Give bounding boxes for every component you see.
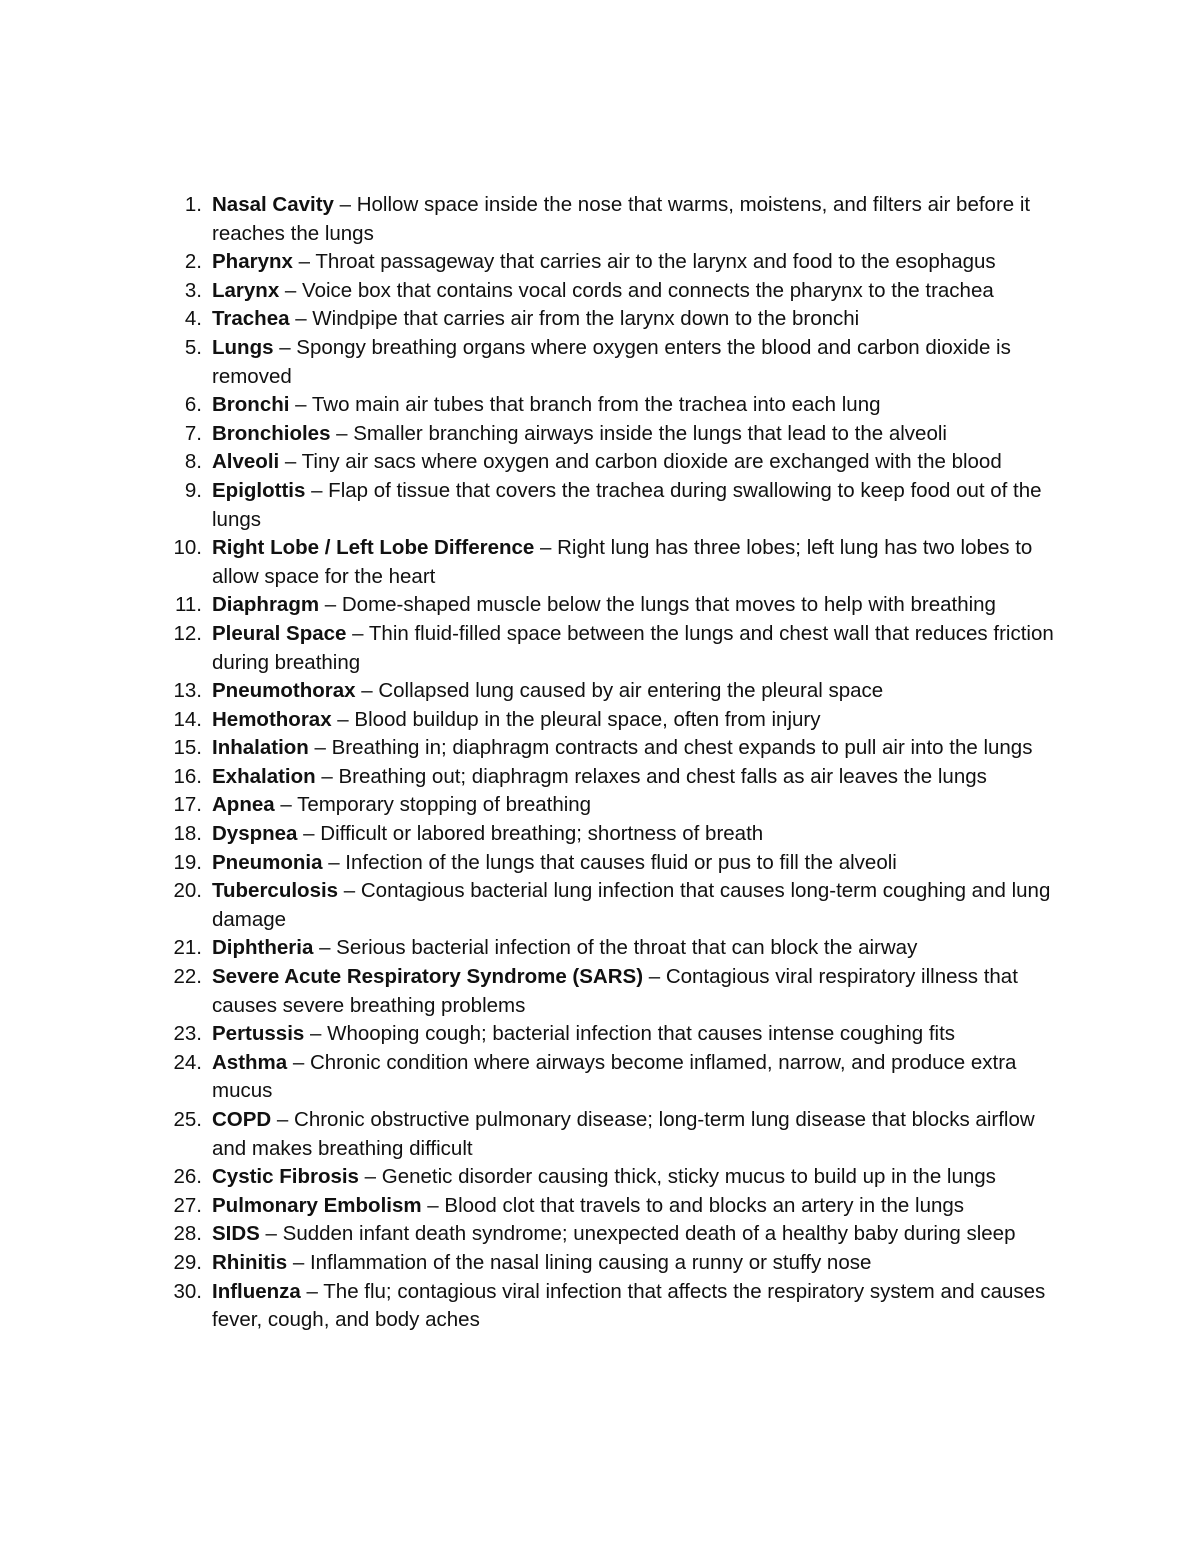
term-name: Diphtheria bbox=[212, 936, 314, 960]
list-item bbox=[0, 877, 1062, 934]
term-name: Pleural Space bbox=[212, 621, 347, 645]
term-definition: – Right lung has three lobes; left lung has two lobes to allow space for the heart bbox=[212, 536, 1033, 588]
list-item bbox=[0, 420, 1062, 449]
item-number: 9. bbox=[184, 478, 202, 502]
list-item bbox=[0, 1220, 1062, 1249]
term-definition: – The flu; contagious viral infection that affects the respiratory system and causes fever, cough, and body aches bbox=[212, 1279, 1046, 1332]
list-item bbox=[0, 1049, 1062, 1106]
item-number: 23. bbox=[173, 1022, 202, 1046]
term-name: Asthma bbox=[212, 1050, 288, 1074]
term-definition: – Windpipe that carries air from the larynx down to the bronchi bbox=[289, 307, 860, 331]
term-definition: – Whooping cough; bacterial infection that causes intense coughing fits bbox=[304, 1022, 956, 1046]
list-item bbox=[0, 191, 1062, 248]
item-number: 12. bbox=[173, 621, 202, 645]
item-number: 30. bbox=[173, 1279, 202, 1303]
item-number: 4. bbox=[184, 307, 202, 331]
list-item bbox=[0, 248, 1062, 277]
term-definition: – Flap of tissue that covers the trachea during swallowing to keep food out of the lungs bbox=[212, 478, 1042, 531]
term-name: Larynx bbox=[212, 278, 280, 302]
term-definition: – Thin fluid-filled space between the lungs and chest wall that reduces friction during breathing bbox=[212, 621, 1054, 674]
list-item bbox=[0, 1106, 1062, 1163]
list-item bbox=[0, 391, 1062, 420]
term-definition: – Throat passageway that carries air to the larynx and food to the esophagus bbox=[292, 250, 996, 274]
term-definition: – Breathing out; diaphragm relaxes and chest falls as air leaves the lungs bbox=[315, 764, 987, 788]
term-name: Nasal Cavity bbox=[212, 193, 334, 216]
term-name: Influenza bbox=[212, 1279, 301, 1303]
item-number: 7. bbox=[184, 421, 202, 445]
item-number: 11. bbox=[175, 593, 202, 617]
list-item bbox=[0, 534, 1062, 591]
term-definition: – Blood clot that travels to and blocks an artery in the lungs bbox=[421, 1193, 965, 1217]
item-number: 8. bbox=[184, 450, 202, 474]
term-definition: – Collapsed lung caused by air entering the pleural space bbox=[355, 679, 884, 703]
item-number: 15. bbox=[173, 736, 202, 760]
list-item bbox=[0, 963, 1062, 1020]
list-item bbox=[0, 706, 1062, 735]
term-name: Exhalation bbox=[212, 764, 316, 788]
list-item bbox=[0, 477, 1062, 534]
term-name: Pneumothorax bbox=[212, 679, 356, 703]
item-number: 19. bbox=[173, 850, 202, 874]
item-number: 21. bbox=[173, 936, 202, 960]
term-definition: – Two main air tubes that branch from the trachea into each lung bbox=[289, 393, 881, 417]
item-number: 13. bbox=[173, 679, 202, 703]
term-name: SIDS bbox=[212, 1222, 260, 1246]
item-number: 3. bbox=[184, 278, 202, 302]
term-definition: – Voice box that contains vocal cords and connects the pharynx to the trachea bbox=[279, 278, 994, 302]
term-name: Tuberculosis bbox=[212, 879, 339, 903]
term-definition: – Temporary stopping of breathing bbox=[274, 793, 592, 817]
list-item bbox=[0, 1163, 1062, 1192]
term-definition: – Spongy breathing organs where oxygen enters the blood and carbon dioxide is removed bbox=[212, 335, 1011, 388]
term-name: Pertussis bbox=[212, 1022, 305, 1046]
term-name: Dyspnea bbox=[212, 822, 298, 846]
term-definition: – Chronic condition where airways become inflamed, narrow, and produce extra mucus bbox=[212, 1050, 1017, 1103]
list-item bbox=[0, 820, 1062, 849]
term-definition: – Infection of the lungs that causes fluid or pus to fill the alveoli bbox=[322, 850, 897, 874]
item-number: 1. bbox=[184, 193, 202, 216]
term-name: Inhalation bbox=[212, 736, 309, 760]
list-item bbox=[0, 305, 1062, 334]
item-number: 24. bbox=[173, 1050, 202, 1074]
term-name: Pulmonary Embolism bbox=[212, 1193, 422, 1217]
item-number: 22. bbox=[173, 965, 202, 989]
list-item bbox=[0, 591, 1062, 620]
list-item bbox=[0, 334, 1062, 391]
item-number: 29. bbox=[173, 1250, 202, 1274]
term-list bbox=[0, 191, 1200, 1335]
term-definition: – Blood buildup in the pleural space, often from injury bbox=[331, 707, 821, 731]
item-number: 27. bbox=[173, 1193, 202, 1217]
item-number: 6. bbox=[184, 393, 202, 417]
list-item bbox=[0, 791, 1062, 820]
term-definition: – Difficult or labored breathing; shortness of breath bbox=[297, 822, 764, 846]
term-definition: – Hollow space inside the nose that warms, moistens, and filters air before it reaches the lungs bbox=[212, 193, 1031, 245]
item-number: 5. bbox=[184, 335, 202, 359]
list-item bbox=[0, 1020, 1062, 1049]
term-definition: – Chronic obstructive pulmonary disease; long-term lung disease that blocks airflow and makes breathing difficult bbox=[212, 1108, 1035, 1160]
term-name: Severe Acute Respiratory Syndrome (SARS) bbox=[212, 965, 644, 989]
term-definition: – Genetic disorder causing thick, sticky mucus to build up in the lungs bbox=[358, 1165, 996, 1189]
item-number: 26. bbox=[173, 1165, 202, 1189]
term-name: Cystic Fibrosis bbox=[212, 1165, 359, 1189]
list-item bbox=[0, 1278, 1062, 1335]
term-definition: – Dome-shaped muscle below the lungs that moves to help with breathing bbox=[319, 593, 996, 617]
term-name: Epiglottis bbox=[212, 478, 306, 502]
term-name: Trachea bbox=[212, 307, 290, 331]
term-name: Lungs bbox=[212, 335, 274, 359]
list-item bbox=[0, 1249, 1062, 1278]
term-name: Bronchi bbox=[212, 393, 290, 417]
list-item bbox=[0, 277, 1062, 306]
list-item bbox=[0, 849, 1062, 878]
term-name: Alveoli bbox=[212, 450, 280, 474]
term-name: Pharynx bbox=[212, 250, 293, 274]
term-name: COPD bbox=[212, 1108, 272, 1131]
item-number: 28. bbox=[173, 1222, 202, 1246]
term-name: Bronchioles bbox=[212, 421, 331, 445]
term-definition: – Tiny air sacs where oxygen and carbon dioxide are exchanged with the blood bbox=[279, 450, 1002, 474]
term-definition: – Contagious viral respiratory illness that causes severe breathing problems bbox=[212, 965, 1018, 1017]
term-name: Pneumonia bbox=[212, 850, 323, 874]
term-name: Right Lobe / Left Lobe Difference bbox=[212, 536, 535, 560]
item-number: 17. bbox=[173, 793, 202, 817]
term-definition: – Breathing in; diaphragm contracts and chest expands to pull air into the lungs bbox=[308, 736, 1033, 760]
list-item bbox=[0, 1192, 1062, 1221]
term-name: Rhinitis bbox=[212, 1250, 288, 1274]
term-definition: – Sudden infant death syndrome; unexpected death of a healthy baby during sleep bbox=[259, 1222, 1016, 1246]
term-definition: – Serious bacterial infection of the throat that can block the airway bbox=[313, 936, 918, 960]
item-number: 25. bbox=[173, 1108, 202, 1131]
list-item bbox=[0, 934, 1062, 963]
term-name: Apnea bbox=[212, 793, 275, 817]
list-item bbox=[0, 620, 1062, 677]
list-item bbox=[0, 763, 1062, 792]
item-number: 14. bbox=[173, 707, 202, 731]
list-item bbox=[0, 677, 1062, 706]
item-number: 20. bbox=[173, 879, 202, 903]
list-item bbox=[0, 734, 1062, 763]
term-definition: – Contagious bacterial lung infection that causes long-term coughing and lung damage bbox=[212, 879, 1051, 931]
item-number: 18. bbox=[173, 822, 202, 846]
term-name: Hemothorax bbox=[212, 707, 332, 731]
item-number: 16. bbox=[173, 764, 202, 788]
term-name: Diaphragm bbox=[212, 593, 320, 617]
term-definition: – Smaller branching airways inside the lungs that lead to the alveoli bbox=[330, 421, 947, 445]
item-number: 2. bbox=[184, 250, 202, 274]
list-item bbox=[0, 448, 1062, 477]
term-definition: – Inflammation of the nasal lining causing a runny or stuffy nose bbox=[287, 1250, 872, 1274]
item-number: 10. bbox=[173, 536, 202, 560]
